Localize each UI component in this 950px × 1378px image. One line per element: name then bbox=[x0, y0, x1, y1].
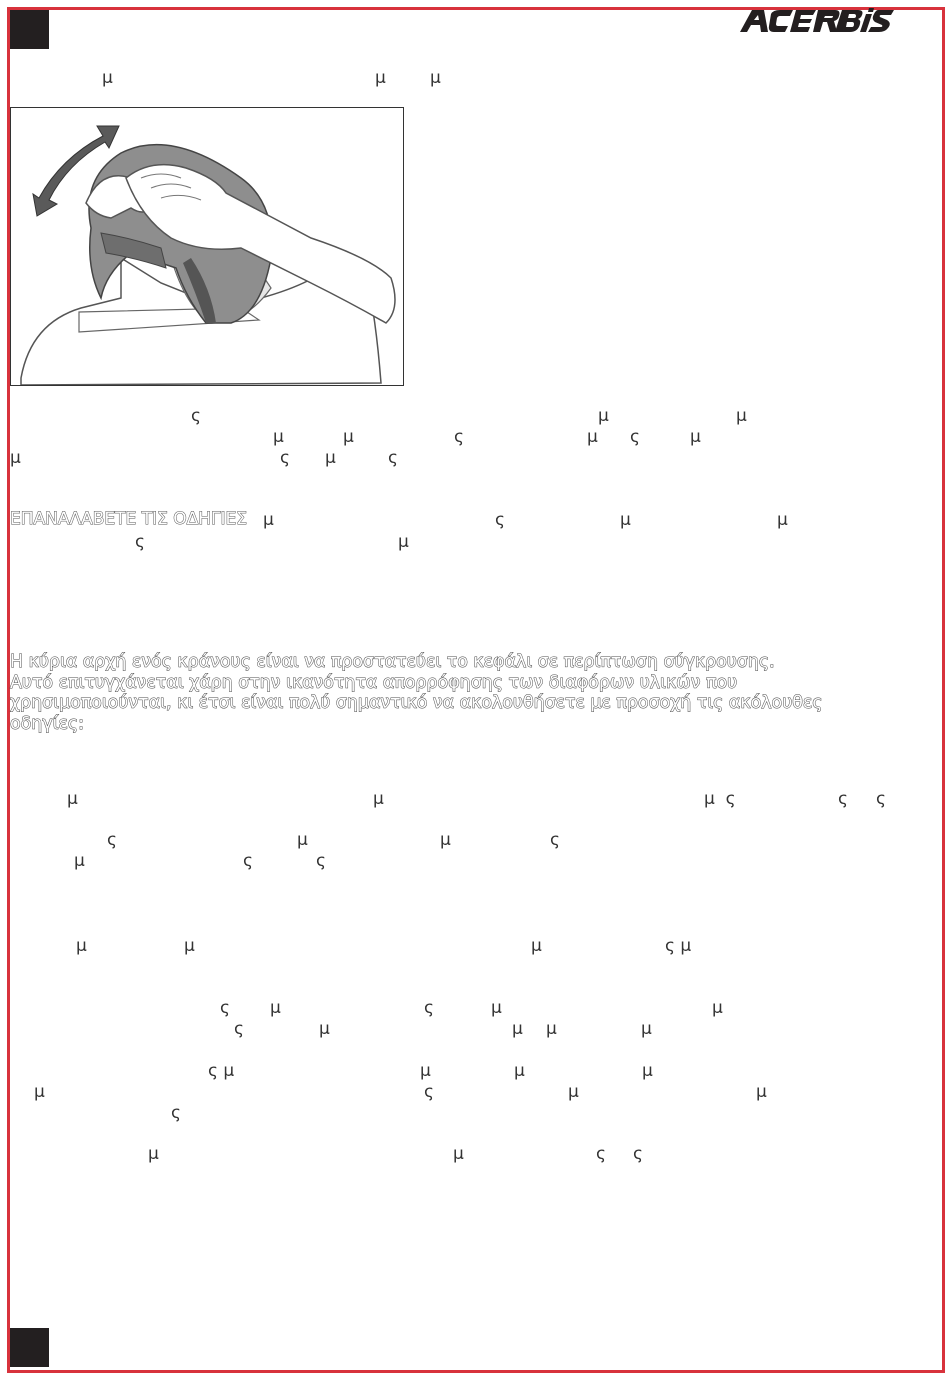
text-fragment: μ bbox=[373, 789, 384, 809]
text-fragment: μ bbox=[343, 427, 354, 447]
text-fragment: ς bbox=[234, 1019, 244, 1039]
text-fragment: ς bbox=[596, 1144, 606, 1164]
text-fragment: ς bbox=[424, 1082, 434, 1102]
text-fragment: μ bbox=[587, 427, 598, 447]
text-fragment: μ bbox=[273, 427, 284, 447]
text-fragment: μ bbox=[398, 532, 409, 552]
paragraph-line: χρησιμοποιούνται, κι έτσι είναι πολύ σημαντικό να ακολουθήσετε με προσοχή τις ακόλουθες bbox=[10, 693, 823, 713]
acerbis-logo bbox=[738, 6, 894, 34]
text-fragment: μ bbox=[620, 510, 631, 530]
paragraph-line: Η κύρια αρχή ενός κράνους είναι να προστατεύει το κεφάλι σε περίπτωση σύγκρουσης. bbox=[10, 652, 775, 672]
text-fragment: μ bbox=[297, 830, 308, 850]
text-fragment: μ bbox=[184, 936, 195, 956]
text-fragment: μ bbox=[598, 406, 609, 426]
helmet-purpose-paragraph bbox=[10, 652, 880, 734]
text-fragment: ς bbox=[388, 448, 398, 468]
text-fragment: ς bbox=[633, 1144, 643, 1164]
text-fragment: ς bbox=[316, 851, 326, 871]
text-fragment: μ bbox=[641, 1019, 652, 1039]
text-fragment: μ bbox=[148, 1144, 159, 1164]
corner-mark-bottom bbox=[10, 1328, 49, 1367]
text-fragment: μ bbox=[67, 789, 78, 809]
text-fragment: μ bbox=[546, 1019, 557, 1039]
text-fragment: ς bbox=[171, 1103, 181, 1123]
text-fragment: μ bbox=[76, 936, 87, 956]
text-fragment: ς bbox=[107, 830, 117, 850]
text-fragment: μ bbox=[756, 1082, 767, 1102]
text-fragment: μ bbox=[319, 1019, 330, 1039]
text-fragment: μ bbox=[102, 68, 113, 88]
text-fragment: ς bbox=[280, 448, 290, 468]
text-fragment: ς bbox=[454, 427, 464, 447]
text-fragment: μ bbox=[10, 448, 21, 468]
text-fragment: μ bbox=[34, 1082, 45, 1102]
text-fragment: ς bbox=[876, 789, 886, 809]
text-fragment: μ bbox=[712, 998, 723, 1018]
corner-mark-top bbox=[10, 10, 49, 49]
text-fragment: ς bbox=[495, 510, 505, 530]
text-fragment: ς bbox=[191, 406, 201, 426]
text-fragment: μ bbox=[777, 510, 788, 530]
text-fragment: μ bbox=[514, 1061, 525, 1081]
paragraph-line: οδηγίες: bbox=[10, 713, 84, 734]
text-fragment: μ bbox=[270, 998, 281, 1018]
text-fragment: μ bbox=[491, 998, 502, 1018]
text-fragment: μ bbox=[430, 68, 441, 88]
text-fragment: ς bbox=[550, 830, 560, 850]
text-fragment: μ bbox=[263, 510, 274, 530]
text-fragment: μ bbox=[375, 68, 386, 88]
text-fragment: ς bbox=[243, 851, 253, 871]
text-fragment: ς bbox=[135, 532, 145, 552]
text-fragment: μ bbox=[420, 1061, 431, 1081]
text-fragment: μ bbox=[642, 1061, 653, 1081]
helmet-removal-illustration bbox=[10, 107, 404, 386]
text-fragment: μ bbox=[325, 448, 336, 468]
text-fragment: μ bbox=[453, 1144, 464, 1164]
text-fragment: μ bbox=[74, 851, 85, 871]
text-fragment: ς bbox=[424, 998, 434, 1018]
repeat-instructions-heading: ΕΠΑΝΑΛΑΒΕΤΕ ΤΙΣ ΟΔΗΓΙΕΣ bbox=[10, 509, 247, 529]
text-fragment: ς bbox=[220, 998, 230, 1018]
text-fragment: μ bbox=[568, 1082, 579, 1102]
text-fragment: ς bbox=[838, 789, 848, 809]
text-fragment: μ bbox=[440, 830, 451, 850]
text-fragment: μ bbox=[736, 406, 747, 426]
text-fragment: μ bbox=[512, 1019, 523, 1039]
paragraph-line: Αυτό επιτυγχάνεται χάρη στην ικανότητα απορρόφησης των διαφόρων υλικών που bbox=[10, 672, 738, 693]
text-fragment: ς bbox=[630, 427, 640, 447]
text-fragment: ς μ bbox=[208, 1061, 235, 1081]
text-fragment: μ ς bbox=[704, 789, 736, 809]
text-fragment: μ bbox=[531, 936, 542, 956]
text-fragment: μ bbox=[690, 427, 701, 447]
text-fragment: ς μ bbox=[665, 936, 692, 956]
